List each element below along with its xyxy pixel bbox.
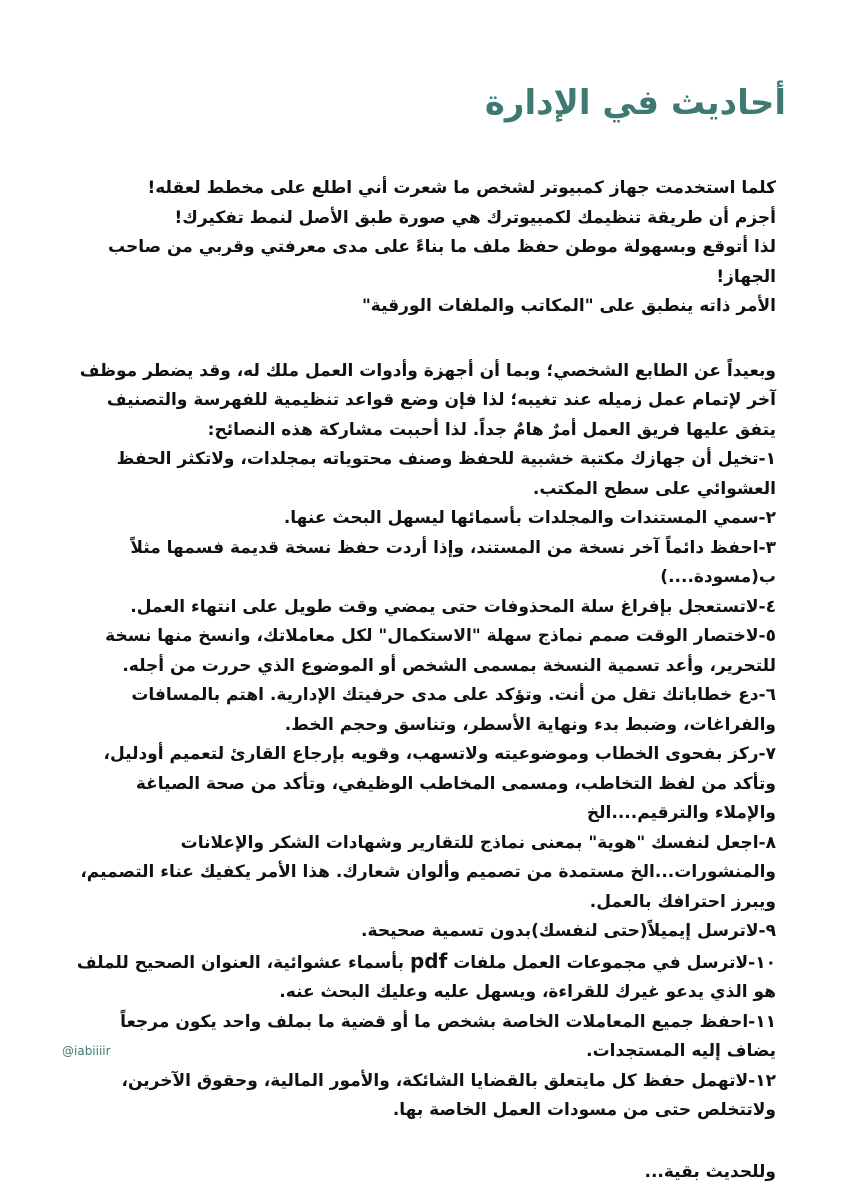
tip-item: ٩-لاترسل إيميلاً(حتى لنفسك)بدون تسمية صحيحة. xyxy=(361,921,776,941)
tip-10-after: بأسماء عشوائية، العنوان الصحيح للملف هو الذي يدعو غيرك للقراءة، ويسهل عليه وعليك البحث عنه. xyxy=(76,952,776,1002)
intro-line: كلما استخدمت جهاز كمبيوتر لشخص ما شعرت أني اطلع على مخطط لعقله! xyxy=(147,178,776,198)
intro-line: لذا أتوقع وبسهولة موطن حفظ ملف ما بناءً على مدى معرفتي وقربي من صاحب الجهاز! xyxy=(108,237,776,287)
tip-10-before: ١٠-لاترسل في مجموعات العمل ملفات xyxy=(453,952,776,973)
intro-lines xyxy=(72,174,776,322)
pdf-label: pdf xyxy=(409,948,448,973)
document-body xyxy=(72,174,776,1204)
intro-line: الأمر ذاته ينطبق على "المكاتب والملفات الورقية" xyxy=(361,296,776,316)
author-handle: @iabiiiir xyxy=(62,1044,111,1058)
tip-item: ٤-لاتستعجل بإفراغ سلة المحذوفات حتى يمضي وقت طويل على انتهاء العمل. xyxy=(130,596,776,617)
tip-item: ٥-لاختصار الوقت صمم نماذج سهلة "الاستكمال" لكل معاملاتك، وانسخ منها نسخة للتحرير، وأعد تسمية النسخة بمسمى الشخص أو الموضوع الذي حررت من أجله. xyxy=(105,626,776,676)
tip-item: ٦-دع خطاباتك تقل من أنت. وتؤكد على مدى حرفيتك الإدارية. اهتم بالمسافات والفراغات، وضبط بدء ونهاية الأسطر، وتناسق وحجم الخط. xyxy=(131,685,776,735)
closing-line: وللحديث بقية... xyxy=(644,1161,776,1182)
tip-item: ٣-احفظ دائماً آخر نسخة من المستند، وإذا أردت حفظ نسخة قديمة فسمها مثلاً ب(مسودة....) xyxy=(130,537,776,587)
tip-item: ٧-ركز بفحوى الخطاب وموضوعيته ولاتسهب، وقويه بإرجاع القارئ لتعميم أودليل، وتأكد من لفظ التخاطب، ومسمى المخاطب الوظيفي، وتأكد من صحة الصياغة والإملاء والترقيم....الخ xyxy=(103,744,776,823)
tip-item: ٢-سمي المستندات والمجلدات بأسمائها ليسهل البحث عنها. xyxy=(283,508,776,528)
tip-item: ٨-اجعل لنفسك "هوية" بمعنى نماذج للتقارير وشهادات الشكر والإعلانات والمنشورات...الخ مستمدة من تصميم وألوان شعارك. هذا الأمر يكفيك عناء التصميم، ويبرز احترافك بالعمل. xyxy=(80,832,776,912)
tip-item: ١٢-لاتهمل حفظ كل مايتعلق بالقضايا الشائكة، والأمور المالية، وحقوق الآخرين، ولاتتخلص حتى من مسودات العمل الخاصة بها. xyxy=(121,1070,776,1120)
page-title: أحاديث في الإدارة xyxy=(484,83,786,123)
tips-section xyxy=(72,357,776,1126)
tip-item: ١-تخيل أن جهازك مكتبة خشبية للحفظ وصنف محتوياته بمجلدات، ولاتكثر الحفظ العشوائي على سطح المكتب. xyxy=(116,449,776,499)
intro-line: أجزم أن طريقة تنظيمك لكمبيوترك هي صورة طبق الأصل لنمط تفكيرك! xyxy=(174,207,776,228)
tip-item-10 xyxy=(72,947,776,1008)
tip-item: ١١-احفظ جميع المعاملات الخاصة بشخص ما أو قضية ما بملف واحد يكون مرجعاً يضاف إليه المستجدات. xyxy=(120,1011,776,1061)
intro-paragraph: وبعيداً عن الطابع الشخصي؛ وبما أن أجهزة وأدوات العمل ملك له، وقد يضطر موظف آخر لإتمام عمل زميله عند تغيبه؛ لذا فإن وضع قواعد تنظيمية للفهرسة والتصنيف يتفق عليها فريق العمل أمرٌ هامٌ جداً. لذا أحببت مشاركة هذه النصائح: xyxy=(79,360,776,440)
